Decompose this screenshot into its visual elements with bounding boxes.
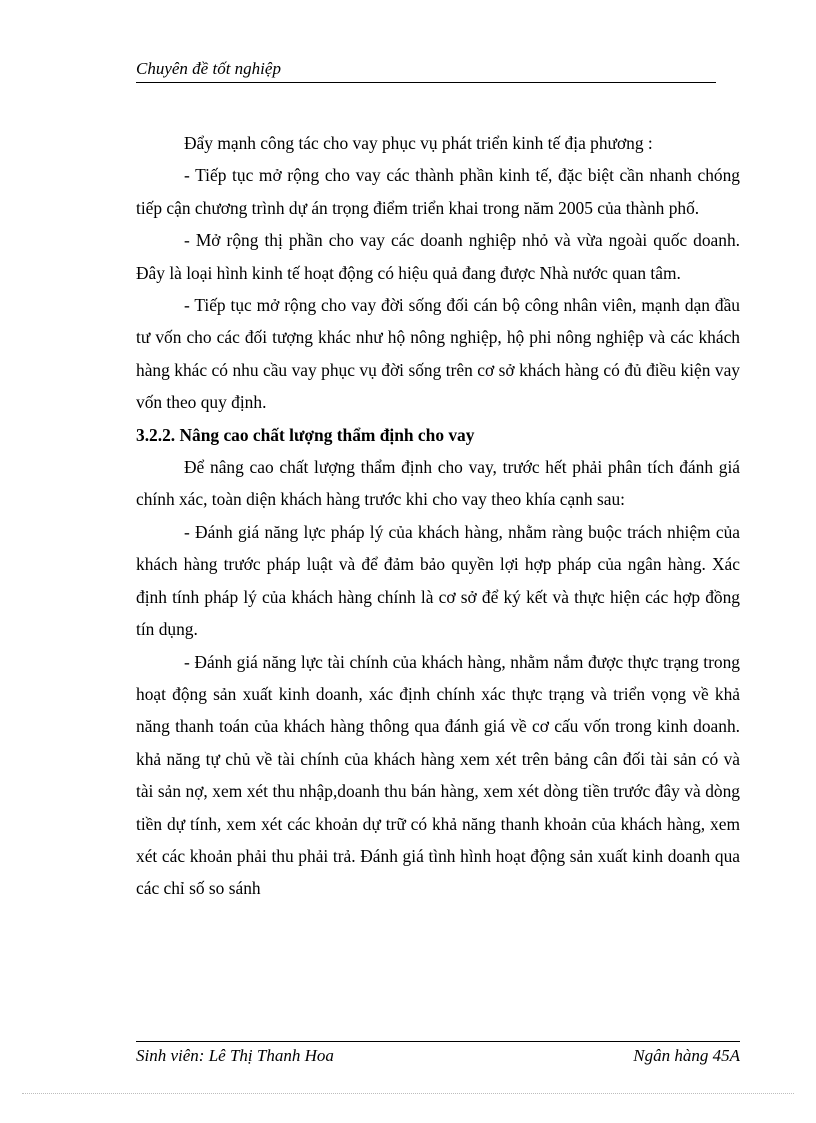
paragraph-4: - Tiếp tục mở rộng cho vay đời sống đối cán bộ công nhân viên, mạnh dạn đầu tư vốn cho các đối tượng khác như hộ nông nghiệp, hộ phi nông nghiệp và các khách hàng khác có nhu cầu vay phục vụ đời sống trên cơ sở khách hàng có đủ điều kiện vay vốn theo quy định.	[136, 295, 740, 413]
paragraph-6: - Đánh giá năng lực pháp lý của khách hàng, nhằm ràng buộc trách nhiệm của khách hàng trước pháp luật và để đảm bảo quyền lợi hợp pháp của ngân hàng. Xác định tính pháp lý của khách hàng chính là cơ sở để ký kết và thực hiện các hợp đồng tín dụng.	[136, 521, 740, 640]
paragraph-7: - Đánh giá năng lực tài chính của khách hàng, nhằm nắm được thực trạng trong hoạt động sản xuất kinh doanh, xác định chính xác thực trạng và triển vọng về khả năng thanh toán của khách hàng thông qua đánh giá về cơ cấu vốn trong kinh doanh. khả năng tự chủ về tài chính của khách hàng xem xét trên bảng cân đối tài sản có và tài sản nợ, xem xét thu nhập,doanh thu bán hàng, xem xét dòng tiền trước đây và dòng tiền dự tính, xem xét các khoản dự trữ có khả năng thanh khoản của khách hàng, xem xét các khoản phải thu phải trả. Đánh giá tình hình hoạt động sản xuất kinh doanh qua các chỉ số so sánh	[136, 651, 740, 899]
footer-divider	[136, 1041, 740, 1042]
footer-class: Ngân hàng 45A	[633, 1046, 740, 1065]
paragraph-1: Đẩy mạnh công tác cho vay phục vụ phát triển kinh tế địa phương :	[184, 133, 653, 153]
page-bottom-edge	[22, 1093, 794, 1094]
page-header	[136, 56, 716, 83]
document-body	[136, 127, 740, 905]
paragraph-5: Để nâng cao chất lượng thẩm định cho vay, trước hết phải phân tích đánh giá chính xác, toàn diện khách hàng trước khi cho vay theo khía cạnh sau:	[136, 457, 740, 510]
header-title: Chuyên đề tốt nghiệp	[136, 59, 281, 78]
section-heading: 3.2.2. Nâng cao chất lượng thẩm định cho vay	[136, 424, 475, 445]
paragraph-2: - Tiếp tục mở rộng cho vay các thành phần kinh tế, đặc biệt cần nhanh chóng tiếp cận chương trình dự án trọng điểm triển khai trong năm 2005 của thành phố.	[136, 165, 740, 218]
paragraph-3: - Mở rộng thị phần cho vay các doanh nghiệp nhỏ và vừa ngoài quốc doanh. Đây là loại hình kinh tế hoạt động có hiệu quả đang được Nhà nước quan tâm.	[136, 230, 740, 283]
page-footer	[136, 1043, 740, 1069]
footer-student: Sinh viên: Lê Thị Thanh Hoa	[136, 1046, 334, 1065]
